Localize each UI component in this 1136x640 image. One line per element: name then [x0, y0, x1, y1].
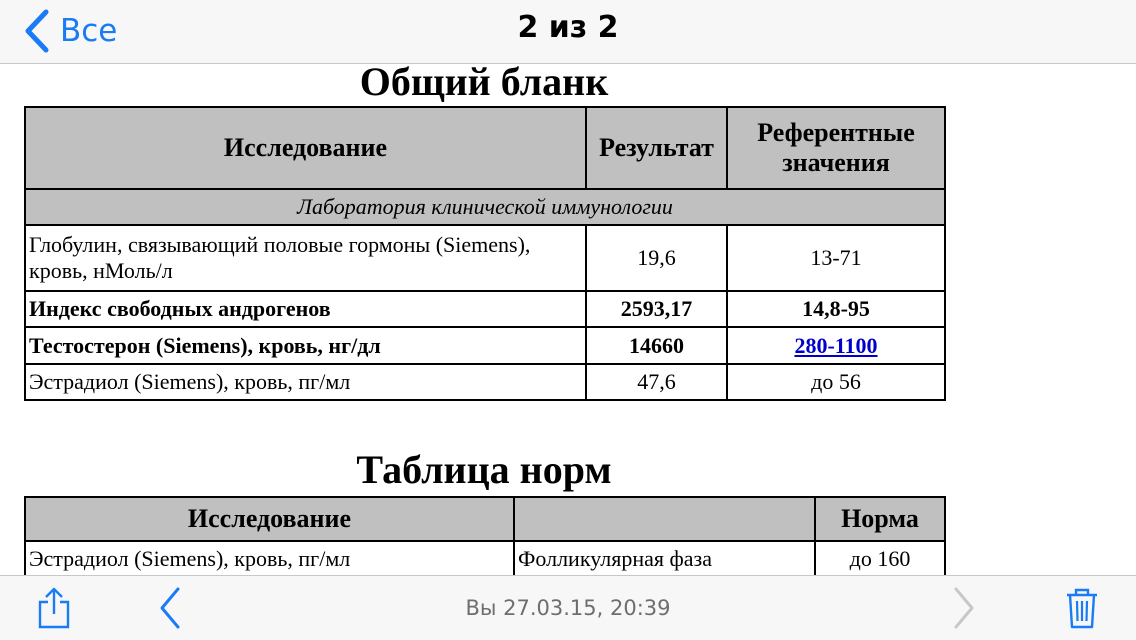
navigation-bar	[0, 0, 1136, 64]
row-norm: до 160	[815, 541, 945, 575]
table-row	[25, 541, 945, 575]
row-result: 47,6	[586, 364, 727, 400]
table-row	[25, 225, 945, 291]
row-result: 19,6	[586, 225, 727, 291]
row-name: Индекс свободных андрогенов	[25, 291, 586, 327]
row-reference: 14,8-95	[727, 291, 945, 327]
row-reference: 13-71	[727, 225, 945, 291]
back-button-label: Все	[60, 13, 118, 49]
row-phase: Фолликулярная фаза	[514, 541, 815, 575]
header-norm: Норма	[815, 497, 945, 541]
norms-table	[24, 496, 946, 575]
row-name: Эстрадиол (Siemens), кровь, пг/мл	[25, 364, 586, 400]
page-title: 2 из 2	[517, 10, 619, 45]
header-result: Результат	[586, 107, 727, 189]
header-phase	[514, 497, 815, 541]
section-label: Лаборатория клинической иммунологии	[25, 189, 945, 225]
timestamp: Вы 27.03.15, 20:39	[465, 596, 671, 620]
norms-title: Таблица норм	[356, 447, 612, 492]
table-header-row	[25, 107, 945, 189]
bottom-toolbar	[0, 575, 1136, 640]
table-row	[25, 291, 945, 327]
row-name: Глобулин, связывающий половые гормоны (Siemens), кровь, нМоль/л	[25, 225, 586, 291]
arrow-right-icon[interactable]	[948, 585, 978, 631]
row-result: 14660	[586, 327, 727, 364]
row-result: 2593,17	[586, 291, 727, 327]
section-row	[25, 189, 945, 225]
row-name: Тестостерон (Siemens), кровь, нг/дл	[25, 327, 586, 364]
header-study: Исследование	[25, 107, 586, 189]
reference-link[interactable]: 280-1100	[794, 332, 878, 358]
header-study: Исследование	[25, 497, 514, 541]
header-reference: Референтные значения	[727, 107, 945, 189]
table-header-row	[25, 497, 945, 541]
table-row	[25, 327, 945, 364]
row-reference: до 56	[727, 364, 945, 400]
results-table	[24, 106, 946, 401]
table-row	[25, 364, 945, 400]
trash-icon[interactable]	[1064, 586, 1100, 630]
document-viewer[interactable]	[0, 64, 1136, 575]
report-title: Общий бланк	[359, 64, 609, 104]
row-name: Эстрадиол (Siemens), кровь, пг/мл	[25, 541, 514, 575]
